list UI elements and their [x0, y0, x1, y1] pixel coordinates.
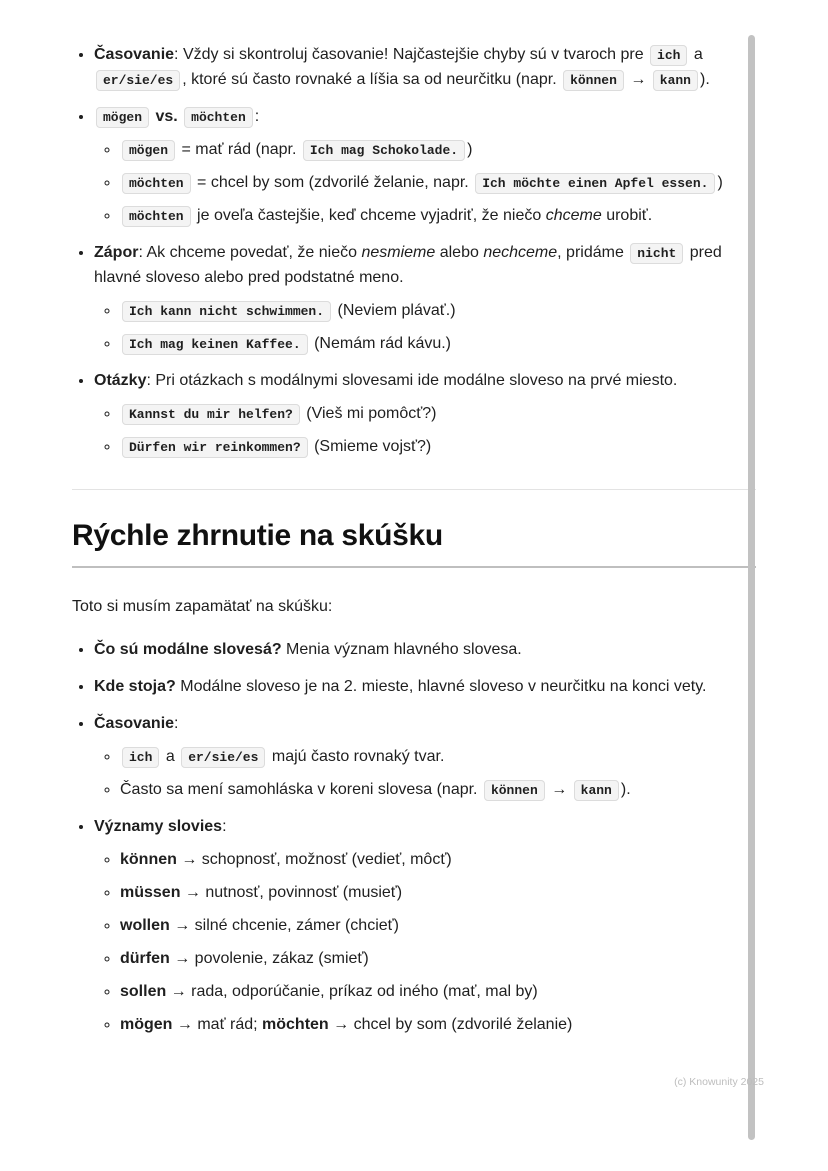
text-segment: (Nemám rád kávu.) [309, 335, 452, 352]
text-segment: Často sa mení samohláska v koreni slovesa (napr. [120, 781, 482, 798]
list-item [120, 777, 724, 802]
text-segment: Kde stoja? [94, 678, 176, 695]
inline-code: können [563, 70, 624, 91]
list-item [94, 637, 724, 662]
text-segment: (Neviem plávať.) [333, 302, 456, 319]
inline-code: er/sie/es [96, 70, 180, 91]
text-segment: sollen [120, 983, 167, 1000]
text-segment: ). [700, 71, 710, 88]
text-segment: Časovanie [94, 46, 175, 63]
sublist [94, 847, 724, 1037]
inline-code: Ich mag Schokolade. [303, 140, 465, 161]
list-item [120, 744, 724, 769]
text-segment: = chcel by som (zdvorilé želanie, napr. [192, 174, 474, 191]
section-divider [72, 489, 756, 490]
inline-code: Ich kann nicht schwimmen. [122, 301, 331, 322]
list-item [120, 946, 724, 971]
inline-code: Kannst du mir helfen? [122, 404, 300, 425]
text-segment: : [174, 715, 179, 732]
text-segment: Časovanie [94, 715, 175, 732]
text-segment: (Smieme vojsť?) [309, 438, 432, 455]
text-segment: a [161, 748, 180, 765]
sublist [94, 744, 724, 802]
text-segment: dürfen [120, 950, 170, 967]
text-segment: nechceme [483, 244, 558, 261]
list-item [120, 979, 724, 1004]
text-segment: alebo [435, 244, 484, 261]
inline-code: ich [122, 747, 159, 768]
list-item [94, 711, 724, 802]
inline-code: mögen [122, 140, 175, 161]
text-segment: müssen [120, 884, 181, 901]
text-segment: ) [467, 141, 473, 158]
text-segment: → rada, odporúčanie, príkaz od iného (mať, mal by) [166, 983, 538, 1000]
text-segment: chceme [545, 207, 602, 224]
text-segment: → chcel by som (zdvorilé želanie) [328, 1016, 573, 1033]
text-segment: → silné chcenie, zámer (chcieť) [169, 917, 399, 934]
text-segment: → [625, 71, 651, 88]
list-item [94, 240, 724, 356]
text-segment: können [120, 851, 177, 868]
inline-code: er/sie/es [181, 747, 265, 768]
list-item [94, 814, 724, 1037]
inline-code: Ich möchte einen Apfel essen. [475, 173, 715, 194]
text-segment: : Pri otázkach s modálnymi slovesami ide modálne sloveso na prvé miesto. [146, 372, 678, 389]
text-segment: Čo sú modálne slovesá? [94, 641, 282, 658]
text-segment: , pridáme [557, 244, 629, 261]
scrollbar-thumb[interactable] [748, 35, 755, 1140]
inline-code: Dürfen wir reinkommen? [122, 437, 308, 458]
text-segment: → [546, 781, 572, 798]
text-segment: pred hlavné sloveso alebo pred podstatné meno. [94, 244, 722, 286]
text-segment: majú často rovnaký tvar. [267, 748, 445, 765]
list-item [120, 913, 724, 938]
list-item [120, 137, 724, 162]
sublist [94, 137, 724, 228]
list-item [120, 1012, 724, 1037]
section-heading: Rýchle zhrnutie na skúšku [72, 518, 756, 568]
text-segment: ). [620, 781, 631, 798]
text-segment: a [689, 46, 703, 63]
text-segment: (Vieš mi pomôcť?) [301, 405, 437, 422]
list-item [120, 847, 724, 872]
inline-code: kann [574, 780, 619, 801]
list-item [120, 170, 724, 195]
sublist [94, 401, 724, 459]
sublist [94, 298, 724, 356]
list-item [94, 104, 724, 228]
text-segment: mögen [120, 1016, 173, 1033]
summary-list [72, 637, 724, 1037]
intro-paragraph: Toto si musím zapamätať na skúšku: [72, 598, 333, 615]
text-segment: : Ak chceme povedať, že niečo [138, 244, 362, 261]
inline-code: können [484, 780, 545, 801]
inline-code: kann [653, 70, 698, 91]
inline-code: möchten [122, 206, 191, 227]
inline-code: möchten [184, 107, 253, 128]
text-segment: Otázky [94, 372, 147, 389]
text-segment: urobiť. [601, 207, 653, 224]
text-segment: → schopnosť, možnosť (vedieť, môcť) [176, 851, 452, 868]
text-segment: nesmieme [361, 244, 436, 261]
text-segment: je oveľa častejšie, keď chceme vyjadriť, že niečo [192, 207, 546, 224]
list-item [120, 331, 724, 356]
text-segment: : [222, 818, 227, 835]
watermark: (c) Knowunity 2025 [674, 1076, 764, 1088]
text-segment: = mať rád (napr. [177, 141, 301, 158]
text-segment: → nutnosť, povinnosť (musieť) [180, 884, 403, 901]
text-segment: , ktoré sú často rovnaké a líšia sa od neurčitku (napr. [182, 71, 562, 88]
text-segment: Zápor [94, 244, 139, 261]
text-segment: → povolenie, zákaz (smieť) [169, 950, 369, 967]
list-item [94, 674, 724, 699]
list-item [120, 401, 724, 426]
text-segment: vs. [151, 108, 183, 125]
text-segment: Modálne sloveso je na 2. mieste, hlavné sloveso v neurčitku na konci vety. [175, 678, 707, 695]
text-segment: wollen [120, 917, 170, 934]
list-item [94, 42, 724, 92]
list-item [120, 298, 724, 323]
list-item [94, 368, 724, 459]
inline-code: nicht [630, 243, 683, 264]
text-segment: ) [717, 174, 723, 191]
inline-code: möchten [122, 173, 191, 194]
text-segment: Menia význam hlavného slovesa. [281, 641, 522, 658]
text-segment: : Vždy si skontroluj časovanie! Najčastejšie chyby sú v tvaroch pre [174, 46, 649, 63]
inline-code: Ich mag keinen Kaffee. [122, 334, 308, 355]
notes-list-modal-verbs [72, 42, 724, 459]
text-segment: Významy slovies [94, 818, 223, 835]
text-segment: → mať rád; [172, 1016, 263, 1033]
list-item [120, 880, 724, 905]
inline-code: ich [650, 45, 687, 66]
list-item [120, 434, 724, 459]
text-segment: : [254, 108, 260, 125]
text-segment: möchten [262, 1016, 329, 1033]
inline-code: mögen [96, 107, 149, 128]
list-item [120, 203, 724, 228]
